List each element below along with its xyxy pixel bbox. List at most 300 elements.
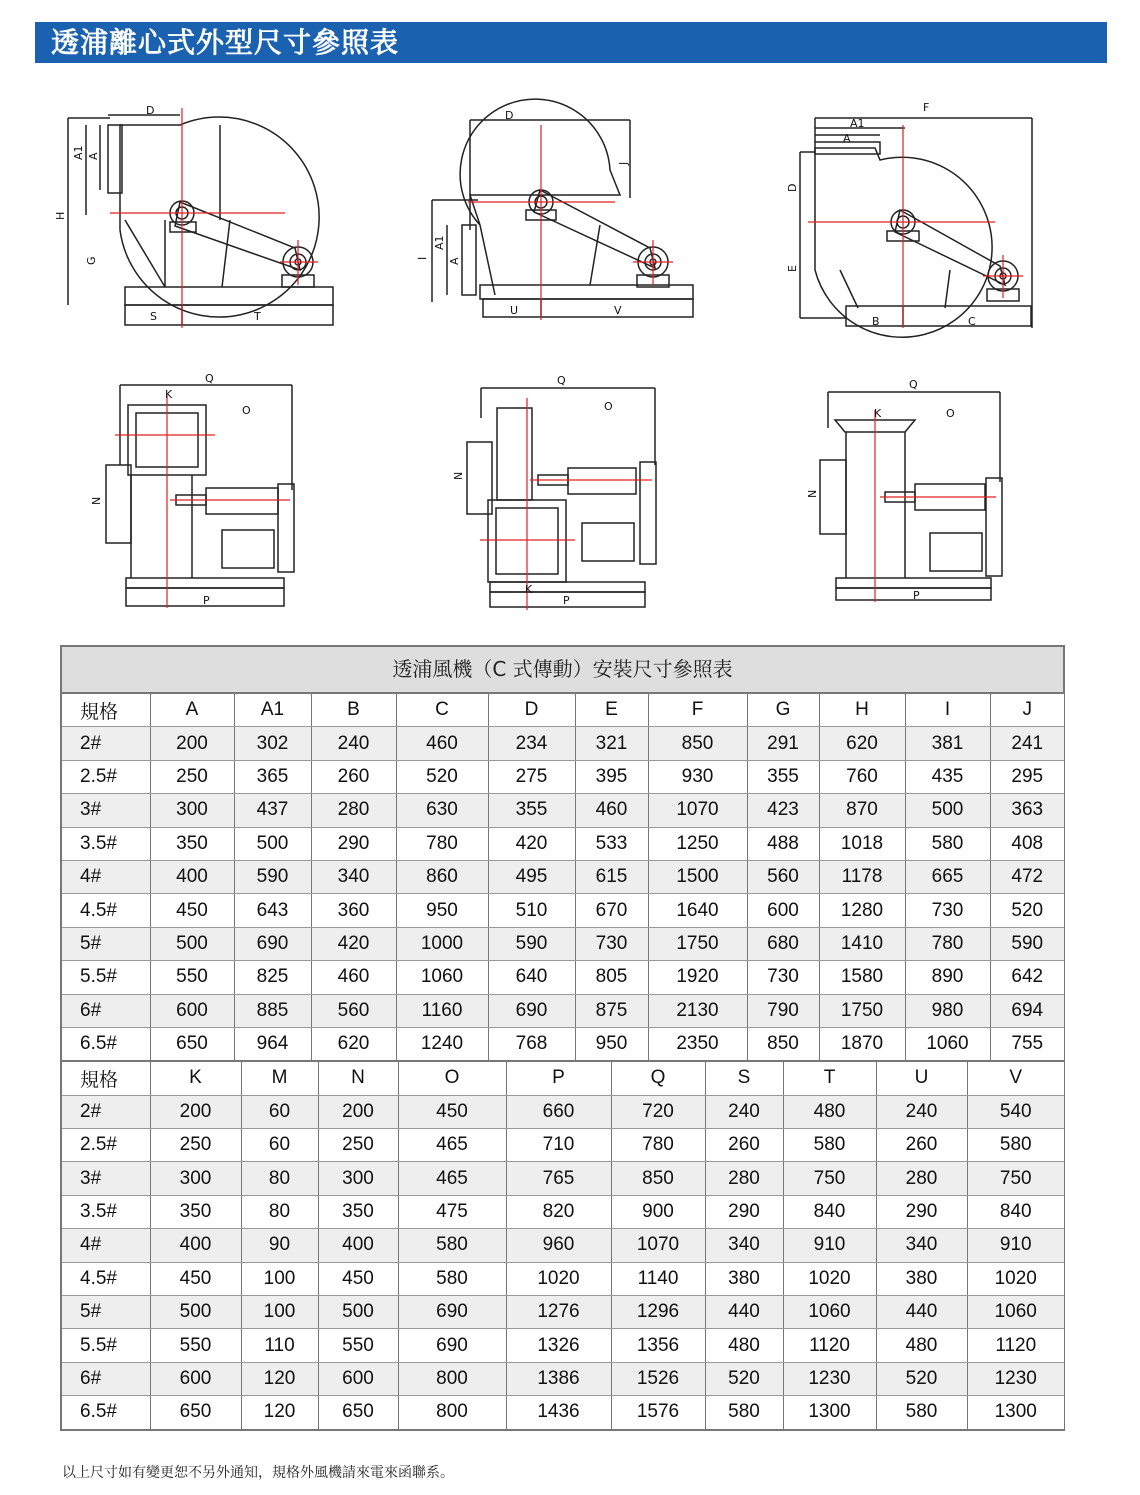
table-cell: 690 <box>488 994 575 1027</box>
table-cell: 1276 <box>506 1296 611 1329</box>
table-cell: 450 <box>150 1262 241 1295</box>
table-cell: 500 <box>150 927 234 960</box>
drawing-side-view-1 <box>68 115 333 325</box>
table-cell: 1750 <box>648 927 747 960</box>
svg-text:T: T <box>254 310 261 323</box>
dimension-table <box>60 645 1065 1431</box>
table-cell: B <box>311 694 396 727</box>
table-cell: 500 <box>318 1296 398 1329</box>
table-row <box>62 894 1064 927</box>
table-cell: 600 <box>150 1362 241 1395</box>
table-cell: 120 <box>241 1362 318 1395</box>
table-cell: 768 <box>488 1027 575 1061</box>
svg-text:Q: Q <box>557 374 566 387</box>
table-cell: D <box>488 694 575 727</box>
table-cell: 500 <box>234 827 311 860</box>
table-cell: 90 <box>241 1229 318 1262</box>
table-cell: 780 <box>396 827 488 860</box>
table-cell: 1140 <box>611 1262 705 1295</box>
table-cell: 680 <box>747 927 819 960</box>
table-row <box>62 794 1064 827</box>
table-cell: 480 <box>705 1329 783 1362</box>
table-cell: 1060 <box>967 1296 1064 1329</box>
table-cell: 290 <box>311 827 396 860</box>
table-cell: 1280 <box>819 894 905 927</box>
table-cell: 1178 <box>819 860 905 893</box>
table-cell: 2350 <box>648 1027 747 1061</box>
table-cell: 1018 <box>819 827 905 860</box>
table-cell: 910 <box>967 1229 1064 1262</box>
table-cell: 825 <box>234 961 311 994</box>
table-cell: 615 <box>575 860 648 893</box>
table-cell: 440 <box>876 1296 967 1329</box>
table-row <box>62 827 1064 860</box>
svg-text:K: K <box>165 388 173 401</box>
table-cell: 550 <box>318 1329 398 1362</box>
table-cell: 900 <box>611 1195 705 1228</box>
table-cell: 2130 <box>648 994 747 1027</box>
table-cell: 560 <box>311 994 396 1027</box>
table-cell: 580 <box>398 1262 506 1295</box>
dimension-drawings <box>0 80 1140 620</box>
svg-text:P: P <box>913 589 920 602</box>
table-cell: 630 <box>396 794 488 827</box>
table-cell: 400 <box>318 1229 398 1262</box>
table-cell: 302 <box>234 727 311 760</box>
table-cell: 580 <box>967 1129 1064 1162</box>
spec-cell: 2.5# <box>62 1129 150 1162</box>
svg-text:E: E <box>786 265 799 272</box>
svg-text:C: C <box>968 315 976 328</box>
table-cell: 200 <box>318 1095 398 1128</box>
table-cell: 1240 <box>396 1027 488 1061</box>
table-cell: 1020 <box>506 1262 611 1295</box>
table-cell: 1410 <box>819 927 905 960</box>
table-cell: 640 <box>488 961 575 994</box>
table-cell: 780 <box>905 927 990 960</box>
footnote: 以上尺寸如有變更恕不另外通知，規格外風機請來電來函聯系。 <box>62 1465 454 1481</box>
svg-text:O: O <box>946 407 955 420</box>
table-cell: 480 <box>783 1095 876 1128</box>
drawing-side-view-3 <box>800 118 1032 337</box>
table-cell: 850 <box>648 727 747 760</box>
table-cell: 800 <box>398 1362 506 1395</box>
svg-text:D: D <box>146 104 155 117</box>
table-cell: 580 <box>398 1229 506 1262</box>
table-cell: 363 <box>990 794 1064 827</box>
table-cell: 290 <box>705 1195 783 1228</box>
table-cell: 800 <box>398 1396 506 1429</box>
table-cell: 590 <box>488 927 575 960</box>
table-cell: 350 <box>318 1195 398 1228</box>
table-cell: 560 <box>747 860 819 893</box>
table-cell: 260 <box>705 1129 783 1162</box>
svg-text:J: J <box>617 161 630 165</box>
table-cell: 500 <box>905 794 990 827</box>
table-cell: 465 <box>398 1162 506 1195</box>
table-cell: A <box>150 694 234 727</box>
page-title: 透浦離心式外型尺寸參照表 <box>35 22 1107 63</box>
table-cell: 1060 <box>396 961 488 994</box>
table-cell: 435 <box>905 760 990 793</box>
table-cell: J <box>990 694 1064 727</box>
table-cell: 465 <box>398 1129 506 1162</box>
table-cell: 720 <box>611 1095 705 1128</box>
table-row <box>62 1195 1064 1228</box>
table-cell: 234 <box>488 727 575 760</box>
svg-text:A1: A1 <box>72 145 85 160</box>
table-cell: 450 <box>398 1095 506 1128</box>
spec-cell: 6# <box>62 1362 150 1395</box>
table-cell: 620 <box>819 727 905 760</box>
spec-cell: 3# <box>62 794 150 827</box>
table-cell: 885 <box>234 994 311 1027</box>
dimension-table-part1 <box>62 694 1064 1062</box>
table-cell: 1296 <box>611 1296 705 1329</box>
table-cell: 890 <box>905 961 990 994</box>
table-cell: 730 <box>575 927 648 960</box>
table-cell: 820 <box>506 1195 611 1228</box>
drawing-front-view-1 <box>106 385 294 606</box>
spec-cell: 2.5# <box>62 760 150 793</box>
table-cell: 860 <box>396 860 488 893</box>
svg-text:B: B <box>872 315 880 328</box>
table-cell: 1750 <box>819 994 905 1027</box>
table-cell: 1020 <box>783 1262 876 1295</box>
spec-cell: 6.5# <box>62 1027 150 1061</box>
svg-text:G: G <box>85 256 98 265</box>
drawing-front-view-3 <box>820 392 1002 600</box>
table-cell: 460 <box>575 794 648 827</box>
table-row <box>62 860 1064 893</box>
spec-cell: 4# <box>62 1229 150 1262</box>
table-cell: 437 <box>234 794 311 827</box>
table-cell: 540 <box>967 1095 1064 1128</box>
svg-text:A: A <box>87 152 100 160</box>
spec-cell: 6# <box>62 994 150 1027</box>
table-cell: 755 <box>990 1027 1064 1061</box>
table-cell: 488 <box>747 827 819 860</box>
spec-cell: 規格 <box>62 1062 150 1095</box>
table-cell: 1870 <box>819 1027 905 1061</box>
table-cell: 1386 <box>506 1362 611 1395</box>
table-cell: 350 <box>150 827 234 860</box>
spec-cell: 4.5# <box>62 894 150 927</box>
table-cell: 870 <box>819 794 905 827</box>
table-cell: 1250 <box>648 827 747 860</box>
table-cell: 355 <box>747 760 819 793</box>
table-cell: 300 <box>150 1162 241 1195</box>
spec-cell: 3.5# <box>62 1195 150 1228</box>
svg-text:D: D <box>786 183 799 192</box>
table-cell: 80 <box>241 1195 318 1228</box>
table-cell: 365 <box>234 760 311 793</box>
table-cell: K <box>150 1062 241 1095</box>
table-cell: 300 <box>318 1162 398 1195</box>
svg-text:S: S <box>150 310 157 323</box>
table-cell: 250 <box>150 760 234 793</box>
table-cell: 472 <box>990 860 1064 893</box>
table-title: 透浦風機（C 式傳動）安裝尺寸參照表 <box>62 647 1063 694</box>
svg-text:V: V <box>614 304 622 317</box>
table-cell: 840 <box>783 1195 876 1228</box>
table-cell: 1060 <box>783 1296 876 1329</box>
spec-cell: 5.5# <box>62 961 150 994</box>
table-cell: 642 <box>990 961 1064 994</box>
table-cell: 291 <box>747 727 819 760</box>
table-cell: 690 <box>398 1329 506 1362</box>
table-cell: 480 <box>876 1329 967 1362</box>
table-cell: 760 <box>819 760 905 793</box>
table-cell: 1640 <box>648 894 747 927</box>
table-cell: 550 <box>150 961 234 994</box>
table-cell: C <box>396 694 488 727</box>
table-cell: O <box>398 1062 506 1095</box>
table-cell: 240 <box>705 1095 783 1128</box>
table-cell: 400 <box>150 1229 241 1262</box>
table-cell: 1526 <box>611 1362 705 1395</box>
table-header-row <box>62 694 1064 727</box>
table-cell: 750 <box>967 1162 1064 1195</box>
svg-text:P: P <box>563 594 570 607</box>
table-cell: M <box>241 1062 318 1095</box>
table-row <box>62 1162 1064 1195</box>
table-cell: 710 <box>506 1129 611 1162</box>
table-row <box>62 1329 1064 1362</box>
table-cell: 250 <box>150 1129 241 1162</box>
table-cell: 355 <box>488 794 575 827</box>
table-cell: 510 <box>488 894 575 927</box>
table-cell: 340 <box>311 860 396 893</box>
table-cell: 840 <box>967 1195 1064 1228</box>
table-cell: 850 <box>747 1027 819 1061</box>
svg-text:Q: Q <box>205 372 214 385</box>
drawing-front-view-2 <box>467 388 656 607</box>
table-cell: 1120 <box>967 1329 1064 1362</box>
table-cell: Q <box>611 1062 705 1095</box>
spec-cell: 5# <box>62 927 150 960</box>
table-cell: 650 <box>150 1396 241 1429</box>
table-cell: 300 <box>150 794 234 827</box>
table-cell: P <box>506 1062 611 1095</box>
table-cell: 280 <box>876 1162 967 1195</box>
svg-text:A: A <box>448 257 461 265</box>
table-cell: G <box>747 694 819 727</box>
dimension-table-part2 <box>62 1062 1064 1428</box>
table-cell: 260 <box>311 760 396 793</box>
table-cell: 241 <box>990 727 1064 760</box>
table-cell: 660 <box>506 1095 611 1128</box>
table-cell: V <box>967 1062 1064 1095</box>
table-cell: 590 <box>990 927 1064 960</box>
table-cell: 980 <box>905 994 990 1027</box>
svg-text:U: U <box>510 304 519 317</box>
table-cell: 730 <box>747 961 819 994</box>
table-cell: 500 <box>150 1296 241 1329</box>
table-cell: 340 <box>876 1229 967 1262</box>
spec-cell: 5.5# <box>62 1329 150 1362</box>
table-cell: 1500 <box>648 860 747 893</box>
table-row <box>62 994 1064 1027</box>
table-cell: 950 <box>575 1027 648 1061</box>
table-cell: T <box>783 1062 876 1095</box>
table-cell: 533 <box>575 827 648 860</box>
table-cell: 295 <box>990 760 1064 793</box>
table-cell: 930 <box>648 760 747 793</box>
table-cell: N <box>318 1062 398 1095</box>
table-cell: 690 <box>398 1296 506 1329</box>
table-row <box>62 1229 1064 1262</box>
spec-cell: 3.5# <box>62 827 150 860</box>
table-cell: 460 <box>396 727 488 760</box>
table-cell: 950 <box>396 894 488 927</box>
svg-text:K: K <box>525 583 533 596</box>
table-cell: 1000 <box>396 927 488 960</box>
table-cell: 964 <box>234 1027 311 1061</box>
table-cell: 1436 <box>506 1396 611 1429</box>
spec-cell: 4# <box>62 860 150 893</box>
table-cell: 910 <box>783 1229 876 1262</box>
svg-text:O: O <box>242 404 251 417</box>
table-cell: 100 <box>241 1262 318 1295</box>
table-row <box>62 1396 1064 1429</box>
table-row <box>62 760 1064 793</box>
table-cell: 290 <box>876 1195 967 1228</box>
table-cell: 360 <box>311 894 396 927</box>
table-cell: 1920 <box>648 961 747 994</box>
table-cell: 321 <box>575 727 648 760</box>
spec-cell: 規格 <box>62 694 150 727</box>
svg-text:A: A <box>843 132 851 145</box>
table-cell: 620 <box>311 1027 396 1061</box>
table-cell: 495 <box>488 860 575 893</box>
table-cell: 805 <box>575 961 648 994</box>
table-cell: 580 <box>905 827 990 860</box>
spec-cell: 4.5# <box>62 1262 150 1295</box>
table-cell: 600 <box>150 994 234 1027</box>
table-cell: 460 <box>311 961 396 994</box>
table-cell: 475 <box>398 1195 506 1228</box>
spec-cell: 5# <box>62 1296 150 1329</box>
table-row <box>62 1027 1064 1061</box>
table-cell: 670 <box>575 894 648 927</box>
svg-text:A1: A1 <box>433 235 446 250</box>
table-cell: U <box>876 1062 967 1095</box>
table-cell: 350 <box>150 1195 241 1228</box>
svg-text:N: N <box>90 496 103 505</box>
table-cell: 694 <box>990 994 1064 1027</box>
table-cell: 1060 <box>905 1027 990 1061</box>
table-cell: 1160 <box>396 994 488 1027</box>
svg-text:Q: Q <box>909 378 918 391</box>
table-cell: 420 <box>311 927 396 960</box>
table-row <box>62 1129 1064 1162</box>
table-cell: 200 <box>150 727 234 760</box>
svg-text:H: H <box>54 211 67 220</box>
table-cell: 550 <box>150 1329 241 1362</box>
table-cell: 580 <box>783 1129 876 1162</box>
table-cell: 750 <box>783 1162 876 1195</box>
table-cell: 80 <box>241 1162 318 1195</box>
table-row <box>62 927 1064 960</box>
svg-text:N: N <box>806 489 819 498</box>
table-cell: F <box>648 694 747 727</box>
table-cell: 450 <box>318 1262 398 1295</box>
table-cell: 1326 <box>506 1329 611 1362</box>
table-cell: 1070 <box>648 794 747 827</box>
table-cell: 1120 <box>783 1329 876 1362</box>
table-cell: 110 <box>241 1329 318 1362</box>
table-cell: 420 <box>488 827 575 860</box>
svg-text:N: N <box>452 471 465 480</box>
spec-cell: 3# <box>62 1162 150 1195</box>
svg-text:A1: A1 <box>850 117 865 130</box>
table-cell: 580 <box>705 1396 783 1429</box>
table-cell: 850 <box>611 1162 705 1195</box>
table-cell: 1230 <box>967 1362 1064 1395</box>
table-cell: 600 <box>747 894 819 927</box>
table-cell: S <box>705 1062 783 1095</box>
spec-cell: 2# <box>62 727 150 760</box>
table-cell: 665 <box>905 860 990 893</box>
table-cell: 1300 <box>967 1396 1064 1429</box>
table-cell: 120 <box>241 1396 318 1429</box>
table-cell: 1230 <box>783 1362 876 1395</box>
table-cell: 450 <box>150 894 234 927</box>
table-cell: 381 <box>905 727 990 760</box>
table-cell: 60 <box>241 1129 318 1162</box>
table-cell: 60 <box>241 1095 318 1128</box>
table-cell: 400 <box>150 860 234 893</box>
table-cell: 960 <box>506 1229 611 1262</box>
table-cell: 875 <box>575 994 648 1027</box>
table-row <box>62 1095 1064 1128</box>
table-cell: 590 <box>234 860 311 893</box>
table-cell: 240 <box>311 727 396 760</box>
table-cell: 340 <box>705 1229 783 1262</box>
spec-cell: 6.5# <box>62 1396 150 1429</box>
svg-text:I: I <box>416 256 429 260</box>
svg-text:O: O <box>604 400 613 413</box>
table-cell: 520 <box>705 1362 783 1395</box>
table-cell: 1070 <box>611 1229 705 1262</box>
svg-text:K: K <box>874 407 882 420</box>
table-cell: 1356 <box>611 1329 705 1362</box>
table-row <box>62 1262 1064 1295</box>
table-cell: 520 <box>396 760 488 793</box>
table-cell: 765 <box>506 1162 611 1195</box>
table-cell: E <box>575 694 648 727</box>
svg-text:D: D <box>505 109 514 122</box>
table-cell: 643 <box>234 894 311 927</box>
table-header-row <box>62 1062 1064 1095</box>
table-row <box>62 1362 1064 1395</box>
table-cell: 650 <box>150 1027 234 1061</box>
table-row <box>62 1296 1064 1329</box>
svg-text:P: P <box>203 594 210 607</box>
table-cell: A1 <box>234 694 311 727</box>
table-cell: 380 <box>876 1262 967 1295</box>
table-cell: 423 <box>747 794 819 827</box>
table-cell: 600 <box>318 1362 398 1395</box>
table-row <box>62 727 1064 760</box>
table-cell: 408 <box>990 827 1064 860</box>
table-cell: 1576 <box>611 1396 705 1429</box>
table-cell: 260 <box>876 1129 967 1162</box>
table-cell: 520 <box>876 1362 967 1395</box>
spec-cell: 2# <box>62 1095 150 1128</box>
drawing-side-view-2 <box>432 99 693 317</box>
